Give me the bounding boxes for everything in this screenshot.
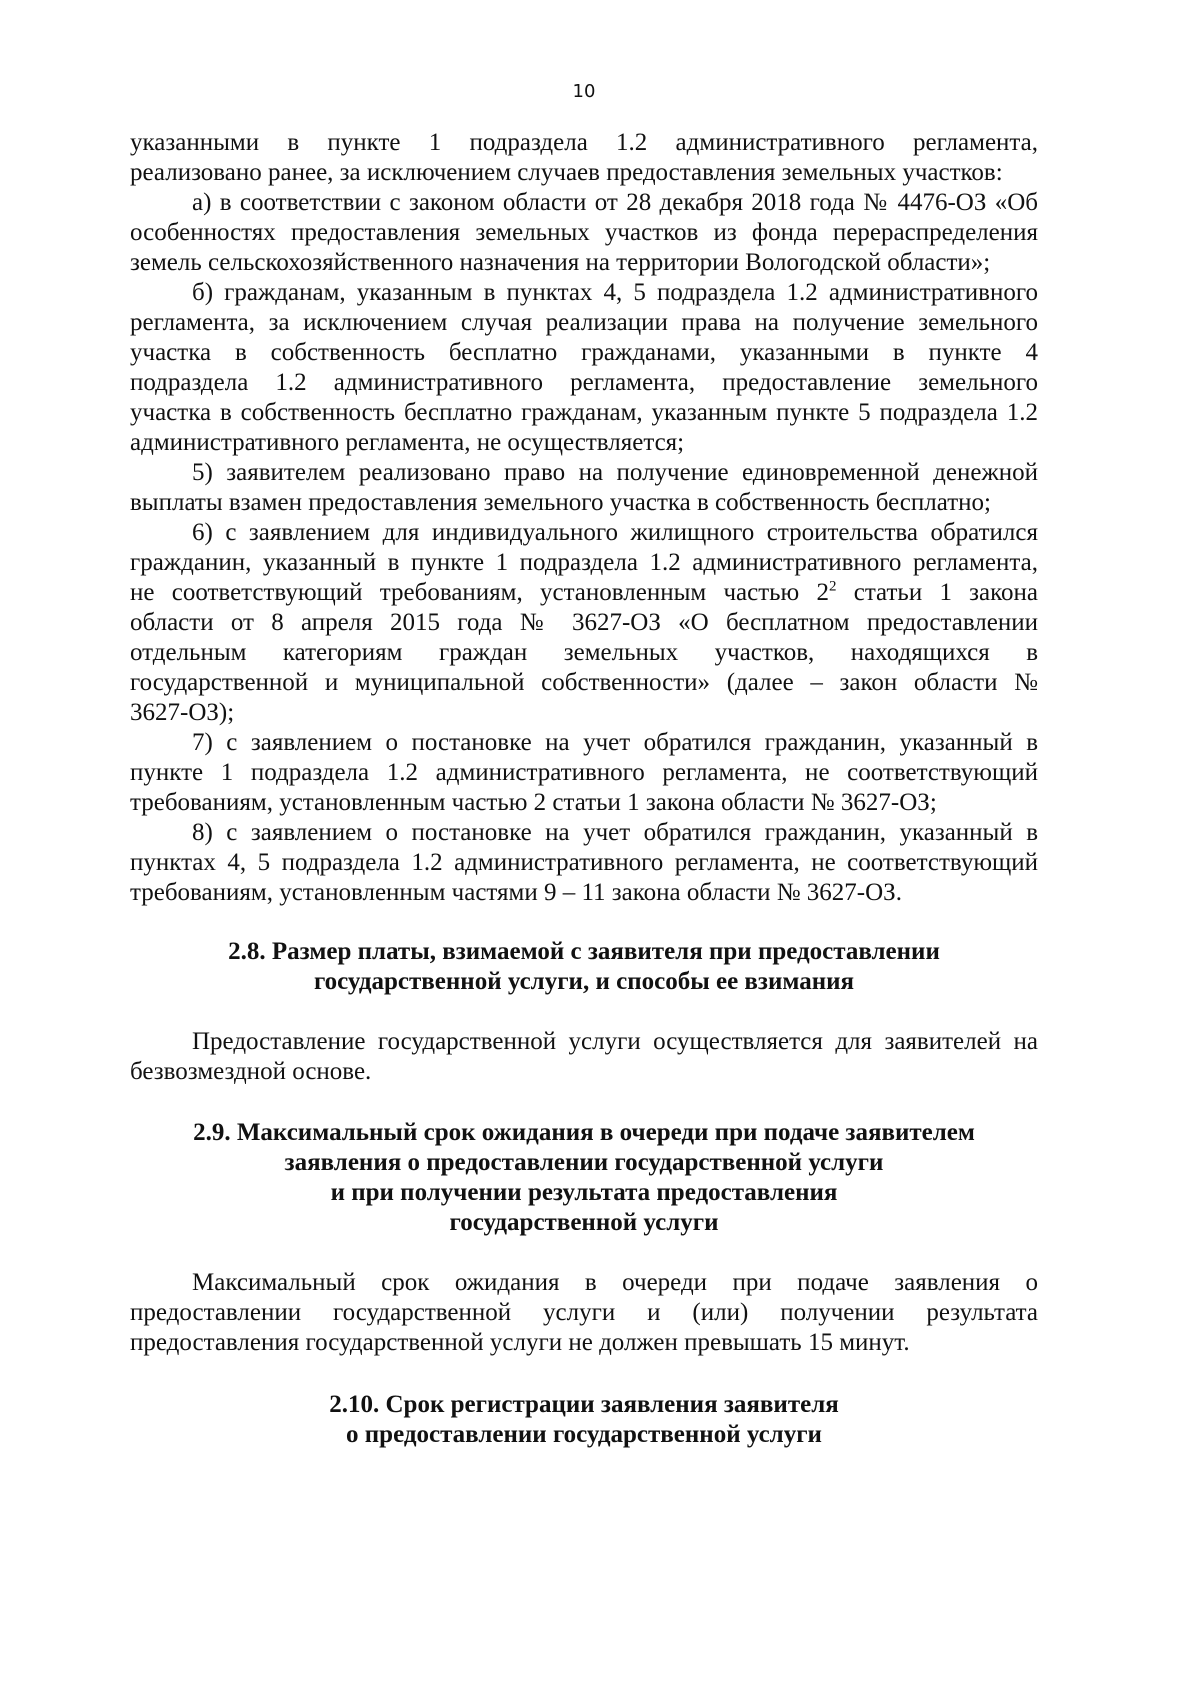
- text-line: 3627-ОЗ);: [130, 699, 235, 726]
- text-line: требованиям, установленным частью 2 статьи 1 закона области № 3627-ОЗ;: [130, 789, 937, 816]
- section-heading-2-8: [130, 937, 1038, 997]
- page-number: 10: [572, 81, 596, 102]
- heading-line: о предоставлении государственной услуги: [346, 1421, 822, 1448]
- text-line: пунктах 4, 5 подраздела 1.2 административного регламента, не соответствующий: [130, 849, 1038, 876]
- heading-line: и при получении результата предоставления: [330, 1179, 838, 1206]
- heading-line: 2.8. Размер платы, взимаемой с заявителя при предоставлении: [228, 938, 940, 965]
- text-line: Максимальный срок ожидания в очереди при подаче заявления о: [192, 1269, 1038, 1296]
- text-line: особенностях предоставления земельных участков из фонда перераспределения: [130, 219, 1038, 246]
- list-item-6: 6) с заявлением для индивидуального жилищного строительства обратился: [192, 519, 1038, 546]
- text-line: пункте 1 подраздела 1.2 административного регламента, не соответствующий: [130, 759, 1038, 786]
- heading-line: 2.10. Срок регистрации заявления заявителя: [329, 1391, 839, 1418]
- text-line: требованиям, установленным частями 9 – 11 закона области № 3627-ОЗ.: [130, 879, 902, 906]
- section-heading-2-10: [130, 1390, 1038, 1450]
- text-line: предоставлении государственной услуги и (или) получении результата: [130, 1299, 1038, 1326]
- list-item-5: 5) заявителем реализовано право на получение единовременной денежной: [192, 459, 1038, 486]
- text-line: регламента, за исключением случая реализации права на получение земельного: [130, 309, 1038, 336]
- text-line: указанными в пункте 1 подраздела 1.2 административного регламента,: [130, 129, 1038, 156]
- text-line: выплаты взамен предоставления земельного участка в собственность бесплатно;: [130, 489, 991, 516]
- text-line: участка в собственность бесплатно гражданам, указанным пункте 5 подраздела 1.2: [130, 399, 1038, 426]
- superscript: 2: [828, 578, 837, 595]
- heading-line: заявления о предоставлении государственной услуги: [284, 1149, 884, 1176]
- text-line: реализовано ранее, за исключением случаев предоставления земельных участков:: [130, 159, 1003, 186]
- text-line: области от 8 апреля 2015 года № 3627-ОЗ «О бесплатном предоставлении: [130, 609, 1038, 636]
- list-item-b: б) гражданам, указанным в пунктах 4, 5 подраздела 1.2 административного: [192, 279, 1038, 306]
- text-line: безвозмездной основе.: [130, 1058, 372, 1085]
- section-body-2-9: [130, 1268, 1038, 1358]
- text-fragment: не соответствующий требованиям, установленным частью 2: [130, 579, 829, 606]
- list-item-a: а) в соответствии с законом области от 28 декабря 2018 года № 4476-ОЗ «Об: [192, 189, 1038, 216]
- text-line: административного регламента, не осуществляется;: [130, 429, 685, 456]
- text-line: государственной и муниципальной собственности» (далее – закон области №: [130, 669, 1038, 696]
- text-line: гражданин, указанный в пункте 1 подраздела 1.2 административного регламента,: [130, 549, 1038, 576]
- section-body-2-8: [130, 1027, 1038, 1087]
- list-item-8: 8) с заявлением о постановке на учет обратился гражданин, указанный в: [192, 819, 1038, 846]
- text-line: участка в собственность бесплатно гражданами, указанными в пункте 4: [130, 339, 1038, 366]
- text-line: отдельным категориям граждан земельных участков, находящихся в: [130, 639, 1038, 666]
- heading-line: государственной услуги, и способы ее взимания: [313, 968, 855, 995]
- heading-line: 2.9. Максимальный срок ожидания в очереди при подаче заявителем: [193, 1119, 975, 1146]
- section-heading-2-9: [130, 1118, 1038, 1238]
- text-line: подраздела 1.2 административного регламента, предоставление земельного: [130, 369, 1038, 396]
- document-page: [130, 0, 1038, 1706]
- text-line-with-superscript: [130, 578, 1038, 608]
- heading-line: государственной услуги: [449, 1209, 719, 1236]
- text-line: предоставления государственной услуги не должен превышать 15 минут.: [130, 1329, 910, 1356]
- body-text-block: [130, 128, 1038, 908]
- text-line: земель сельскохозяйственного назначения на территории Вологодской области»;: [130, 249, 991, 276]
- text-fragment: статьи 1 закона: [853, 579, 1039, 606]
- text-line: Предоставление государственной услуги осуществляется для заявителей на: [192, 1028, 1038, 1055]
- list-item-7: 7) с заявлением о постановке на учет обратился гражданин, указанный в: [192, 729, 1038, 756]
